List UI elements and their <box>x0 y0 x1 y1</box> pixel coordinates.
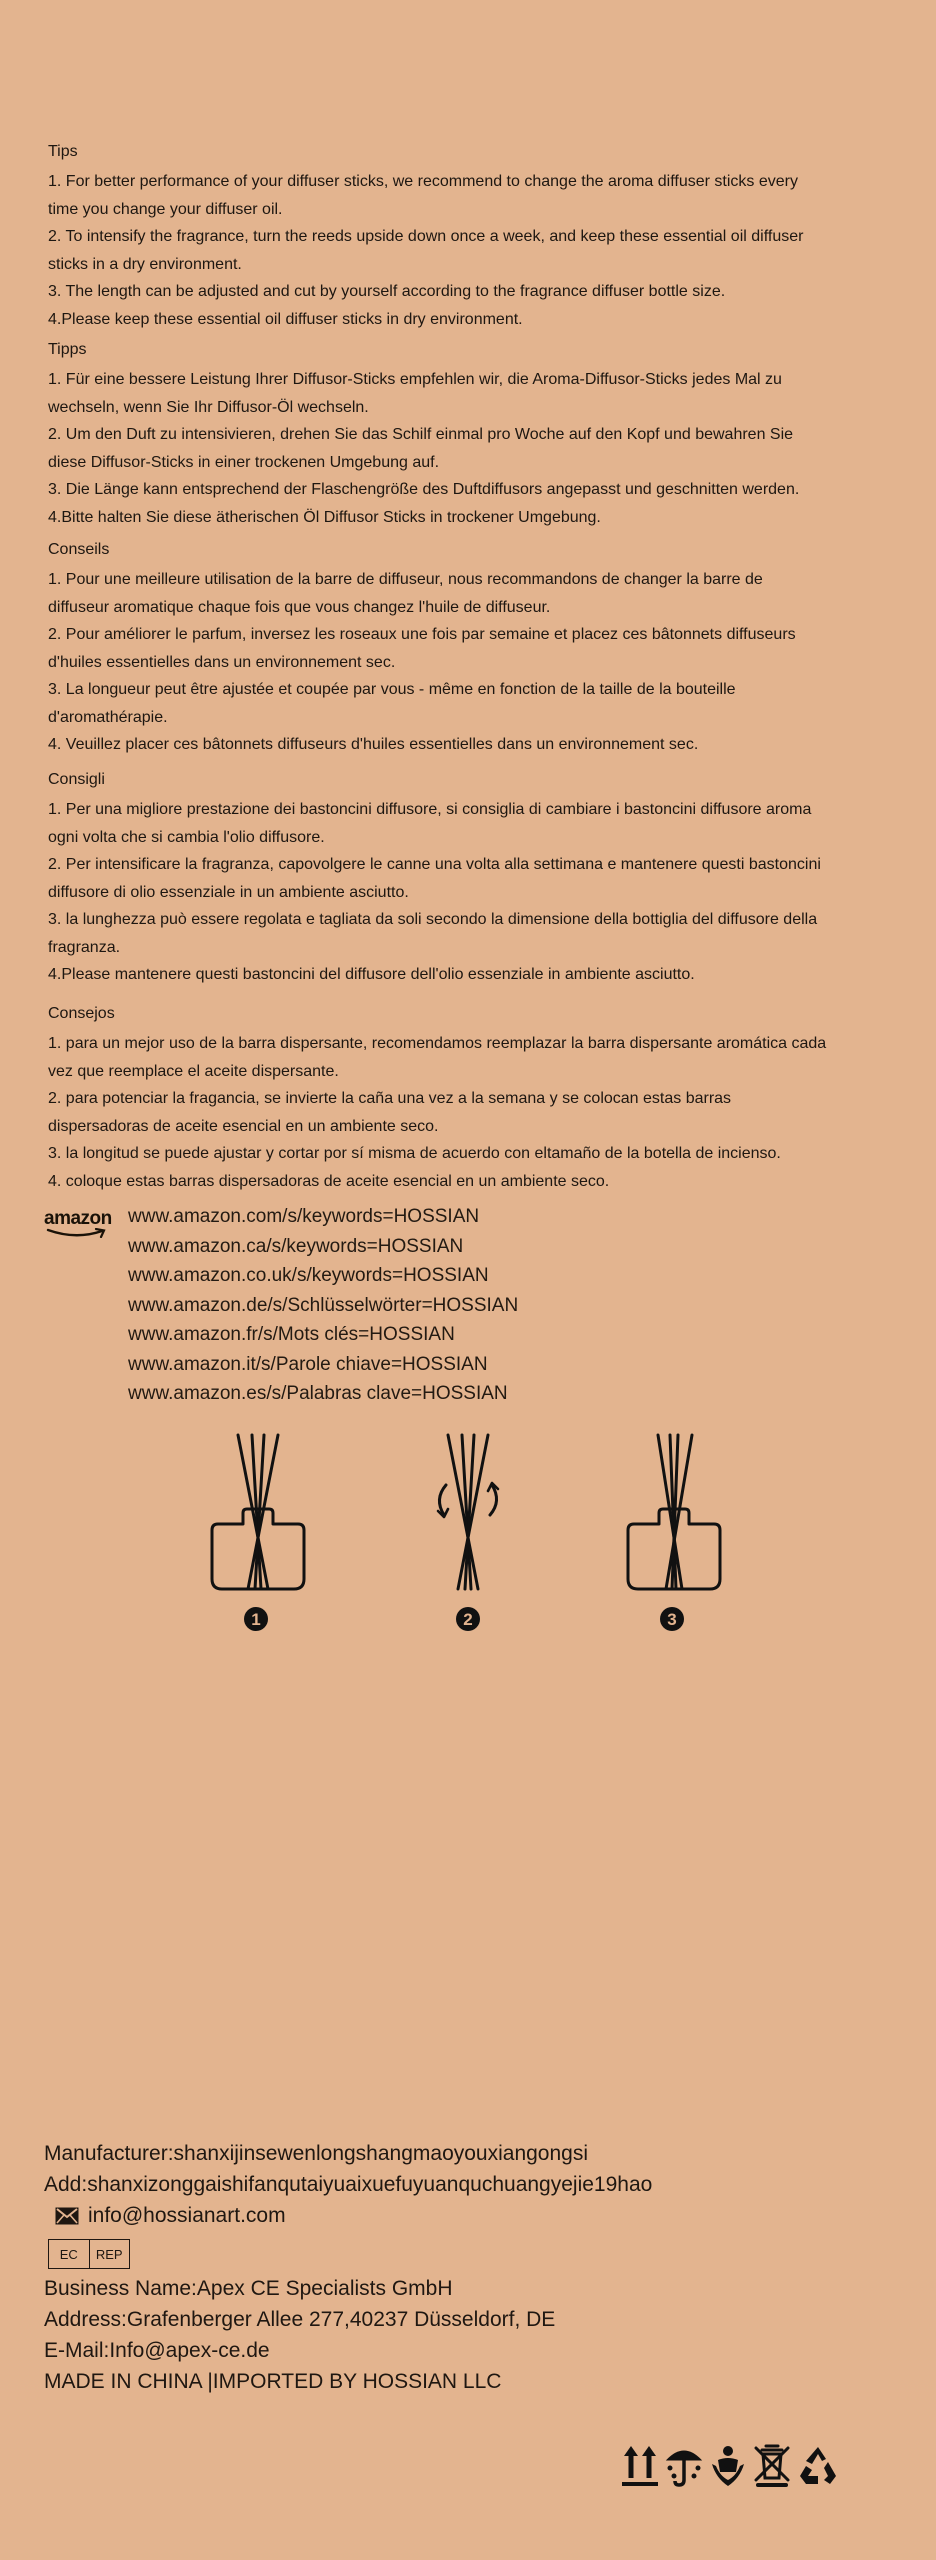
tip-line: 4. coloque estas barras dispersadoras de aceite esencial en un ambiente seco. <box>48 1172 610 1190</box>
business-name: Business Name:Apex CE Specialists GmbH <box>44 2277 453 2300</box>
tip-line: 3. la lunghezza può essere regolata e tagliata da soli secondo la dimensione della bottiglia del diffusore della <box>48 911 818 928</box>
tip-line: 1. For better performance of your diffuser sticks, we recommend to change the aroma diffuser sticks every <box>48 173 798 190</box>
amazon-logo <box>44 1208 112 1230</box>
diagram-step-3 <box>614 1429 734 1639</box>
tip-line: 4. Veuillez placer ces bâtonnets diffuseurs d'huiles essentielles dans un environnement sec. <box>48 736 699 753</box>
section-heading: Consejos <box>48 1005 115 1022</box>
tip-line: 4.Please mantenere questi bastoncini del diffusore dell'olio essenziale in ambiente asciutto. <box>48 966 695 983</box>
business-address: Address:Grafenberger Allee 277,40237 Düsseldorf, DE <box>44 2308 556 2331</box>
keep-dry-icon <box>664 2444 704 2488</box>
amazon-smile-icon <box>46 1228 108 1238</box>
flip-reeds-icon <box>438 1435 498 1589</box>
tip-line: fragranza. <box>48 938 121 956</box>
tips-section-french <box>48 536 898 759</box>
email-row <box>44 2200 904 2231</box>
weee-bin-icon <box>752 2444 792 2488</box>
tip-line: d'huiles essentielles dans un environnement sec. <box>48 653 396 671</box>
tip-line: 1. para un mejor uso de la barra dispersante, recomendamos reemplazar la barra dispersante aromática cada <box>48 1035 827 1052</box>
tips-section-italian <box>48 766 898 989</box>
rep-label: REP <box>89 2240 130 2268</box>
diagram-step-1 <box>198 1429 318 1639</box>
diagram-step-2 <box>408 1429 528 1639</box>
tip-line: 4.Please keep these essential oil diffuser sticks in dry environment. <box>48 310 523 328</box>
section-heading: Conseils <box>48 541 110 558</box>
ec-rep-badge <box>48 2239 130 2269</box>
tip-line: time you change your diffuser oil. <box>48 200 283 218</box>
manufacturer-info <box>44 2138 904 2397</box>
amazon-link-uk[interactable]: www.amazon.co.uk/s/keywords=HOSSIAN <box>128 1265 489 1286</box>
section-heading: Consigli <box>48 771 105 788</box>
tip-line: 3. The length can be adjusted and cut by yourself according to the fragrance diffuser bottle size. <box>48 283 726 300</box>
handling-icons <box>620 2444 840 2488</box>
usage-diagrams <box>0 1425 936 1645</box>
tip-line: 2. Um den Duft zu intensivieren, drehen Sie das Schilf einmal pro Woche auf den Kopf und bewahren Sie <box>48 426 794 443</box>
email-address[interactable]: info@hossianart.com <box>88 2204 286 2227</box>
tip-line: sticks in a dry environment. <box>48 255 242 273</box>
amazon-link-de[interactable]: www.amazon.de/s/Schlüsselwörter=HOSSIAN <box>128 1294 519 1316</box>
tip-line: d'aromathérapie. <box>48 708 168 726</box>
business-email: E-Mail:Info@apex-ce.de <box>44 2339 270 2362</box>
tip-line: wechseln, wenn Sie Ihr Diffusor-Öl wechseln. <box>48 398 369 416</box>
tip-line: diese Diffusor-Sticks in einer trockenen Umgebung auf. <box>48 453 440 471</box>
tip-line: dispersadoras de aceite esencial en un ambiente seco. <box>48 1117 439 1135</box>
tip-line: 2. Per intensificare la fragranza, capovolgere le canne una volta alla settimana e mantenere questi bastoncini <box>48 856 821 873</box>
tip-line: 3. Die Länge kann entsprechend der Flaschengröße des Duftdiffusors angepasst und geschnitten werden. <box>48 481 800 498</box>
amazon-logo-text: amazon <box>44 1208 112 1229</box>
tips-section-german <box>48 336 898 531</box>
tip-line: 3. la longitud se puede ajustar y cortar por sí misma de acuerdo con eltamaño de la botella de incienso. <box>48 1145 781 1162</box>
tip-line: 2. Pour améliorer le parfum, inversez les roseaux une fois par semaine et placez ces bâtonnets diffuseurs <box>48 626 796 643</box>
section-heading: Tips <box>48 143 78 160</box>
tip-line: diffuseur aromatique chaque fois que vous changez l'huile de diffuseur. <box>48 598 551 616</box>
tips-section-spanish <box>48 1000 898 1195</box>
section-heading: Tipps <box>48 341 87 358</box>
amazon-link-ca[interactable]: www.amazon.ca/s/keywords=HOSSIAN <box>128 1235 464 1257</box>
recycle-icon <box>796 2444 840 2488</box>
manufacturer-address: Add:shanxizonggaishifanqutaiyuaixuefuyuanquchuangyejie19hao <box>44 2173 653 2196</box>
tip-line: 1. Per una migliore prestazione dei bastoncini diffusore, si consiglia di cambiare i bastoncini diffusore aroma <box>48 801 812 818</box>
tip-line: 1. Für eine bessere Leistung Ihrer Diffusor-Sticks empfehlen wir, die Aroma-Diffusor-Sticks jedes Mal zu <box>48 371 782 388</box>
tip-line: 3. La longueur peut être ajustée et coupée par vous - même en fonction de la taille de la bouteille <box>48 681 736 698</box>
tip-line: ogni volta che si cambia l'olio diffusore. <box>48 828 325 846</box>
amazon-link-com[interactable]: www.amazon.com/s/keywords=HOSSIAN <box>128 1206 480 1227</box>
tips-section-english <box>48 138 898 333</box>
tip-line: diffusore di olio essenziale in un ambiente asciutto. <box>48 883 409 901</box>
bottle-with-reeds-icon <box>212 1435 304 1589</box>
recycle-person-icon <box>708 2444 748 2488</box>
tip-line: vez que reemplace el aceite dispersante. <box>48 1062 339 1080</box>
amazon-link-list <box>128 1202 728 1409</box>
step-number: 1 <box>251 1610 261 1629</box>
ec-label: EC <box>59 2246 78 2262</box>
tip-line: 2. To intensify the fragrance, turn the reeds upside down once a week, and keep these essential oil diffuser <box>48 228 804 245</box>
bottle-with-reeds-icon <box>628 1435 720 1589</box>
manufacturer-name: Manufacturer:shanxijinsewenlongshangmaoyouxiangongsi <box>44 2142 589 2165</box>
origin-statement: MADE IN CHINA |IMPORTED BY HOSSIAN LLC <box>44 2370 502 2393</box>
amazon-link-it[interactable]: www.amazon.it/s/Parole chiave=HOSSIAN <box>128 1353 488 1375</box>
amazon-link-es[interactable]: www.amazon.es/s/Palabras clave=HOSSIAN <box>128 1383 508 1404</box>
tip-line: 1. Pour une meilleure utilisation de la barre de diffuseur, nous recommandons de changer la barre de <box>48 571 763 588</box>
tip-line: 4.Bitte halten Sie diese ätherischen Öl Diffusor Sticks in trockener Umgebung. <box>48 508 601 526</box>
step-number: 3 <box>667 1610 677 1629</box>
amazon-link-fr[interactable]: www.amazon.fr/s/Mots clés=HOSSIAN <box>128 1324 455 1345</box>
step-number: 2 <box>463 1610 473 1629</box>
tip-line: 2. para potenciar la fragancia, se invierte la caña una vez a la semana y se colocan estas barras <box>48 1090 732 1107</box>
this-way-up-icon <box>620 2444 660 2488</box>
envelope-icon <box>54 2206 80 2226</box>
